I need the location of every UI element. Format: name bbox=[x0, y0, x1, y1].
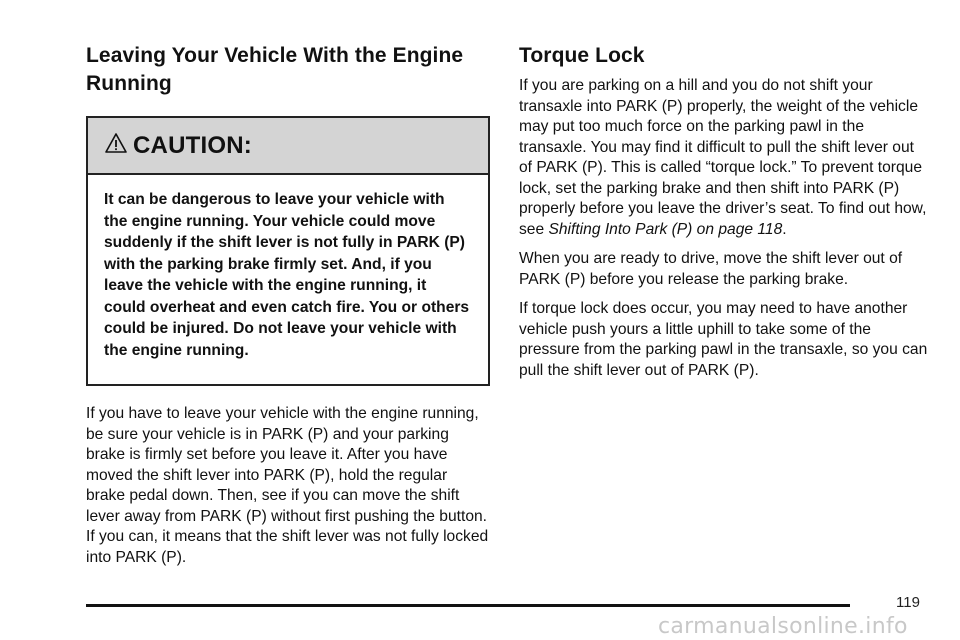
page-number: 119 bbox=[896, 594, 920, 611]
warning-triangle-icon bbox=[104, 131, 128, 155]
footer-rule bbox=[86, 604, 850, 607]
caution-header bbox=[88, 118, 488, 175]
torque-lock-paragraph-3: If torque lock does occur, you may need to have another vehicle push yours a little uphill to take some of the pressure from the parking pawl in the transaxle, so you can pull the shift lever out of PARK (P). bbox=[519, 300, 928, 379]
section-heading-leaving-vehicle: Leaving Your Vehicle With the Engine Running bbox=[86, 44, 464, 95]
caution-box bbox=[86, 116, 490, 386]
right-column bbox=[519, 42, 931, 381]
leaving-vehicle-paragraph: If you have to leave your vehicle with the engine running, be sure your vehicle is in PARK (P) and your parking brake is firmly set before you leave it. After you have moved the shift lever into PARK (P), hold the regular brake pedal down. Then, see if you can move the shift lever away from PARK (P) without first pushing the button. If you can, it means that the shift lever was not fully locked into PARK (P). bbox=[86, 405, 489, 566]
left-column bbox=[86, 42, 490, 568]
torque-lock-text: If you are parking on a hill and you do not shift your transaxle into PARK (P) properly, the weight of the vehicle may put too much force on the parking pawl in the transaxle. You may find it difficult to pull the shift lever out of PARK (P). This is called “torque lock.” To prevent torque lock, set the parking brake and then shift into PARK (P) properly before you leave the driver’s seat. To find out how, see bbox=[519, 77, 927, 238]
cross-reference-link[interactable]: Shifting Into Park (P) on page 118 bbox=[548, 220, 783, 238]
sentence-end: . bbox=[782, 220, 787, 238]
watermark: carmanualsonline.info bbox=[658, 614, 908, 639]
torque-lock-paragraph-2: When you are ready to drive, move the shift lever out of PARK (P) before you release the parking brake. bbox=[519, 250, 903, 288]
torque-lock-paragraph-1 bbox=[519, 76, 931, 240]
caution-text: It can be dangerous to leave your vehicle with the engine running. Your vehicle could move suddenly if the shift lever is not fully in PARK (P) with the parking brake firmly set. And, if you leave the vehicle with the engine running, it could overheat and even catch fire. You or others could be injured. Do not leave your vehicle with the engine running. bbox=[104, 191, 470, 359]
caution-title: CAUTION: bbox=[133, 131, 252, 159]
section-heading-torque-lock: Torque Lock bbox=[519, 44, 645, 67]
